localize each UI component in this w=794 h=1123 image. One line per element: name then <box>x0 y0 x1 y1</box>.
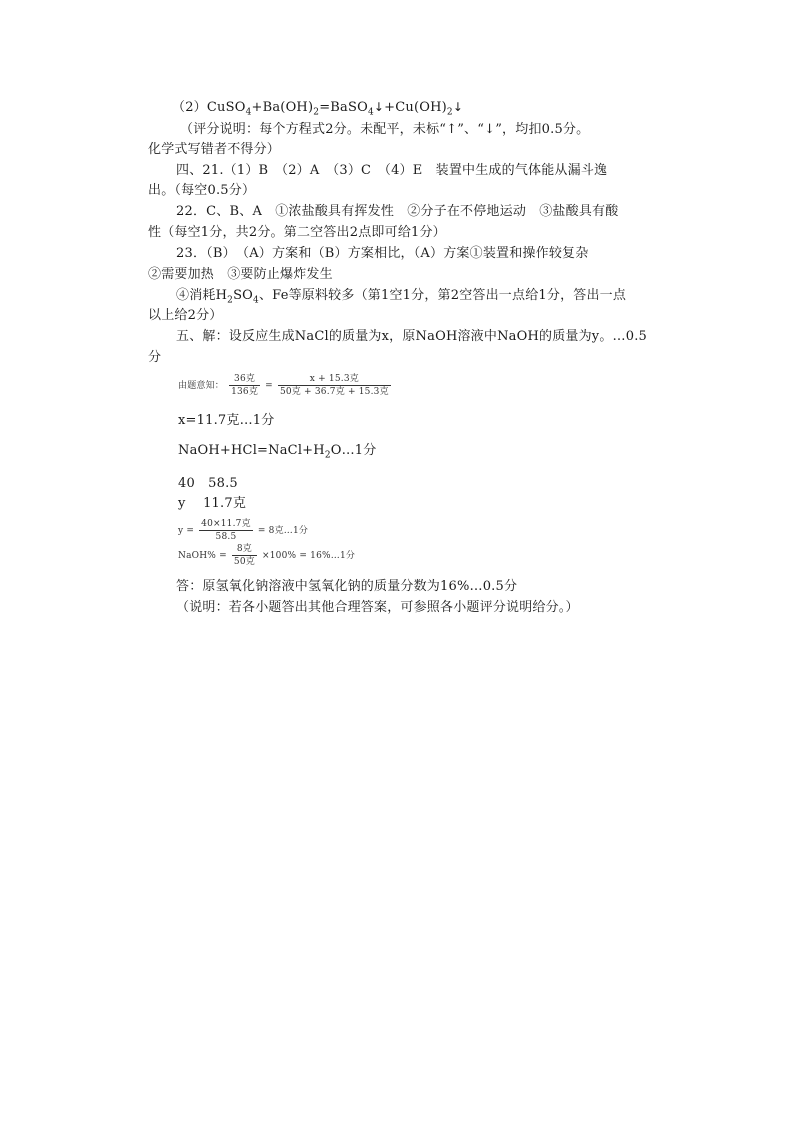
text: O…1分 <box>330 443 377 458</box>
text: （2）CuSO <box>172 100 246 115</box>
answer-line: 23．（B） （A）方案和（B）方案相比，（A）方案①装置和操作较复杂 <box>176 246 589 261</box>
fraction <box>229 373 260 398</box>
answer-line: 出。（每空0.5分） <box>148 183 256 198</box>
answer-line <box>176 286 626 311</box>
equation-line <box>172 97 463 123</box>
answer-line: 性（每空1分，共2分。第二空答出2点即可给1分） <box>148 225 446 240</box>
answer-line: 四、21.（1）B （2）A （3）C （4）E 装置中生成的气体能从漏斗逸 <box>176 163 608 178</box>
denominator: 50克 + 36.7克 + 15.3克 <box>279 387 389 397</box>
answer-line: 22．C、B、A ①浓盐酸具有挥发性 ②分子在不停地运动 ③盐酸具有酸 <box>176 204 619 219</box>
solution-line: x=11.7克…1分 <box>178 413 275 428</box>
equation-line <box>178 441 376 466</box>
text: = <box>265 381 273 391</box>
numerator: 36克 <box>229 373 260 386</box>
scoring-note-line: （评分说明：每个方程式2分。未配平，未标“↑”、“↓”，均扣0.5分。 <box>180 122 590 137</box>
fraction <box>278 373 391 398</box>
denominator: 58.5 <box>215 532 237 542</box>
note-line: （说明：若各小题答出其他合理答案，可参照各小题评分说明给分。） <box>176 600 579 615</box>
solution-line: 分 <box>148 350 162 365</box>
numerator: 40×11.7克 <box>201 519 251 529</box>
numerator: 8克 <box>232 543 257 556</box>
down-arrow-icon: ↓ <box>452 100 464 114</box>
text: NaOH% = <box>178 551 227 561</box>
subscript: 2 <box>324 450 331 461</box>
solution-line: 40 58.5 <box>178 476 238 491</box>
subscript: 2 <box>227 295 234 306</box>
answer-line: 以上给2分） <box>148 308 223 323</box>
text: +Ba(OH) <box>251 100 314 115</box>
text: +Cu(OH) <box>384 100 447 115</box>
scoring-note-line: 化学式写错者不得分） <box>148 142 281 157</box>
text: 、Fe等原料较多（第1空1分，第2空答出一点给1分，答出一点 <box>258 288 627 303</box>
numerator: x + 15.3克 <box>278 373 391 386</box>
text: =BaSO <box>319 100 368 115</box>
subscript: 4 <box>253 295 259 306</box>
fraction <box>232 543 257 568</box>
text: NaOH+HCl=NaCl+H <box>178 443 325 458</box>
solution-line: y 11.7克 <box>178 496 247 511</box>
denominator: 50克 <box>233 557 255 567</box>
text: SO <box>233 288 254 303</box>
subscript: 2 <box>313 107 320 118</box>
formula-y <box>178 518 308 543</box>
formula-percent <box>178 543 355 568</box>
solution-line: 五、解：设反应生成NaCl的质量为x，原NaOH溶液中NaOH的质量为y。…0.5 <box>176 329 648 344</box>
down-arrow-icon: ↓ <box>373 100 385 114</box>
text: 由题意知： <box>178 381 225 391</box>
formula-ratio <box>178 373 393 398</box>
subscript: 4 <box>245 107 252 118</box>
text: ④消耗H <box>176 288 228 303</box>
text: = 8克…1分 <box>257 526 309 536</box>
subscript: 2 <box>446 107 453 118</box>
fraction <box>199 518 253 543</box>
subscript: 4 <box>367 107 374 118</box>
final-answer-line: 答：原氢氧化钠溶液中氢氧化钠的质量分数为16%…0.5分 <box>176 579 518 594</box>
text: y = <box>178 526 195 536</box>
denominator: 136克 <box>231 387 259 397</box>
text: ×100% = 16%…1分 <box>262 551 356 561</box>
answer-line: ②需要加热 ③要防止爆炸发生 <box>148 267 333 282</box>
